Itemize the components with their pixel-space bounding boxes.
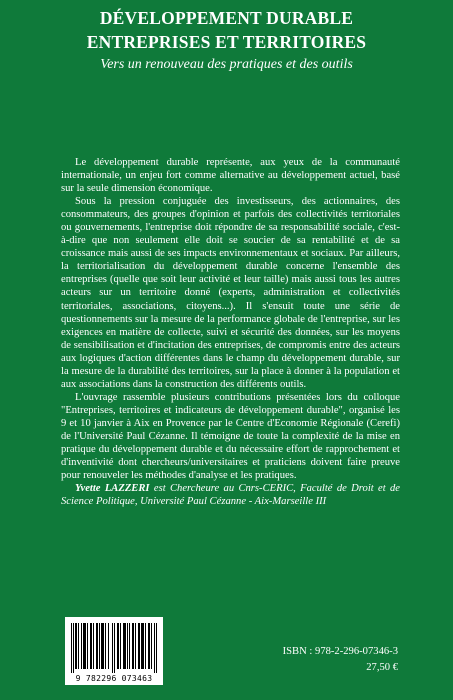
author-bio: est Chercheure au Cnrs-CERIC, Faculté de Droit et de Science Politique, Université Paul Cézanne - Aix-Marseille III [61, 483, 401, 508]
price: 27,50 € [366, 662, 398, 673]
author-name: Yvette LAZZERI [75, 483, 150, 495]
barcode-bars-icon [71, 623, 157, 673]
title-line-2: ENTREPRISES ET TERRITOIRES [86, 32, 367, 52]
paragraph-2: Sous la pression conjuguée des investisseurs, des actionnaires, des consommateurs, des groupes d'opinion et parfois des collectivités territoriales ou gouvernements, l'entreprise doit répondre de sa responsabilité sociale, c'est-à-dire que non seulement elle doit se soucier de sa rentabilité et de sa croissance mais aussi de ses impacts environnementaux et sociaux. Par ailleurs, la territorialisation du développement durable concerne l'ensemble des entreprises (quelle que soit leur activité et leur taille) mais aussi tous les autres acteurs sur un territoire donné (experts, administration et collectivités territoriales, associations, citoyens...). Il s'ensuit toute une série de questionnements sur la mesure de la performance globale de l'entreprise, sur les exigences en matière de collecte, suivi et sécurité des données, sur les moyens de sensibilisation et d'incitation des entreprises, de compromis entre des acteurs aux logiques d'action différentes dans le champ du développement durable, sur la mesure de la durabilité des territoires, sur la place à donner à la population et aux associations dans la construction des différents outils. [61, 196, 400, 390]
paragraph-3: L'ouvrage rassemble plusieurs contributions présentées lors du colloque "Entreprises, territoires et indicateurs de développement durable", organisé les 9 et 10 janvier à Aix en Provence par le Centre d'Economie Régionale (Cerefi) de l'Université Paul Cézanne. Il témoigne de toute la complexité de la mise en pratique du développement durable et du nécessaire effort de rapprochement et d'inventivité dont chercheurs/universitaires et praticiens doivent faire preuve pour renouveler les méthodes d'analyse et les pratiques. [61, 391, 400, 482]
barcode-digits: 9 782296 073463 [75, 674, 153, 683]
header [0, 6, 453, 74]
paragraph-1: Le développement durable représente, aux yeux de la communauté internationale, un enjeu fort comme alternative au développement actuel, basé sur la seule dimension économique. [61, 157, 400, 195]
isbn: ISBN : 978-2-296-07346-3 [282, 646, 398, 657]
back-cover-text [61, 156, 400, 508]
barcode [65, 617, 163, 685]
subtitle: Vers un renouveau des pratiques et des outils [100, 57, 353, 72]
author-note [61, 482, 400, 508]
title-line-1: DÉVELOPPEMENT DURABLE [99, 8, 354, 28]
